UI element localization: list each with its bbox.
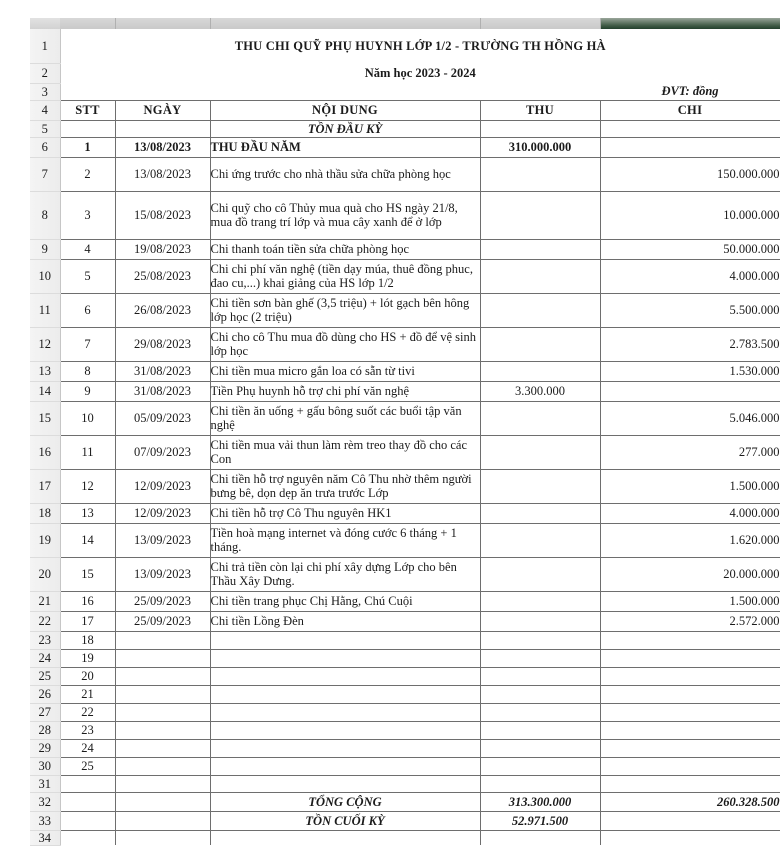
row-header[interactable]: 21 [30, 591, 60, 611]
cell-thu[interactable] [480, 327, 600, 361]
total-stt[interactable] [60, 792, 115, 811]
cell-stt[interactable]: 21 [60, 685, 115, 703]
cell-chi[interactable] [600, 381, 780, 401]
cell-stt[interactable]: 24 [60, 739, 115, 757]
table-row[interactable] [30, 157, 780, 191]
cell-thu[interactable] [480, 157, 600, 191]
closing-chi[interactable] [600, 811, 780, 830]
closing-label: TỒN CUỐI KỲ [210, 811, 480, 830]
row-header[interactable]: 13 [30, 361, 60, 381]
cell-stt[interactable]: 7 [60, 327, 115, 361]
cell-ngay[interactable]: 25/08/2023 [115, 259, 210, 293]
table-row[interactable] [30, 327, 780, 361]
row-header[interactable]: 2 [30, 63, 60, 83]
header-noidung: NỘI DUNG [210, 100, 480, 120]
row-header[interactable]: 18 [30, 503, 60, 523]
cell-thu[interactable] [480, 591, 600, 611]
header-stt: STT [60, 100, 115, 120]
cell-stt[interactable]: 13 [60, 503, 115, 523]
row-header[interactable]: 19 [30, 523, 60, 557]
cell-stt[interactable]: 20 [60, 667, 115, 685]
cell-chi[interactable]: 1.530.000 [600, 361, 780, 381]
row-header[interactable]: 24 [30, 649, 60, 667]
row-header[interactable]: 20 [30, 557, 60, 591]
cell-stt[interactable]: 17 [60, 611, 115, 631]
row-header[interactable]: 22 [30, 611, 60, 631]
cell-chi[interactable] [600, 685, 780, 703]
cell-stt[interactable]: 19 [60, 649, 115, 667]
cell-thu[interactable] [480, 191, 600, 239]
table-row[interactable] [30, 703, 780, 721]
row-header[interactable]: 31 [30, 775, 60, 792]
cell-thu[interactable] [480, 239, 600, 259]
cell-thu[interactable] [480, 401, 600, 435]
cell-ngay[interactable] [115, 631, 210, 649]
table-row[interactable] [30, 401, 780, 435]
cell-chi[interactable] [600, 649, 780, 667]
unit-note: ĐVT: đồng [600, 83, 780, 100]
cell-noidung[interactable]: Tiền hoà mạng internet và đóng cước 6 tháng + 1 tháng. [210, 523, 480, 557]
table-row[interactable] [30, 667, 780, 685]
row-header[interactable]: 6 [30, 137, 60, 157]
partial-thu[interactable] [480, 830, 600, 845]
table-row[interactable] [30, 631, 780, 649]
table-row[interactable] [30, 739, 780, 757]
cell-ngay[interactable] [115, 757, 210, 775]
column-header-thu[interactable] [481, 18, 601, 29]
opening-chi[interactable] [600, 120, 780, 137]
cell-stt[interactable]: 1 [60, 137, 115, 157]
row-header[interactable]: 29 [30, 739, 60, 757]
table-header-row [30, 100, 780, 120]
total-label: TỔNG CỘNG [210, 792, 480, 811]
cell-thu[interactable] [480, 757, 600, 775]
table-row[interactable] [30, 259, 780, 293]
cell-noidung[interactable]: Chi cho cô Thu mua đồ dùng cho HS + đồ để vệ sinh lớp học [210, 327, 480, 361]
row-header[interactable]: 4 [30, 100, 60, 120]
cell-noidung[interactable]: Chi tiền Lồng Đèn [210, 611, 480, 631]
cell-noidung[interactable] [210, 667, 480, 685]
cell-noidung[interactable] [210, 649, 480, 667]
cell-ngay[interactable]: 31/08/2023 [115, 381, 210, 401]
cell-ngay[interactable]: 12/09/2023 [115, 469, 210, 503]
row-header[interactable]: 8 [30, 191, 60, 239]
cell-noidung[interactable] [210, 721, 480, 739]
table-row[interactable] [30, 721, 780, 739]
cell-thu[interactable] [480, 631, 600, 649]
cell-ngay[interactable] [115, 649, 210, 667]
spacer-thu[interactable] [480, 775, 600, 792]
row-header[interactable]: 26 [30, 685, 60, 703]
cell-stt[interactable]: 6 [60, 293, 115, 327]
cell-chi[interactable] [600, 631, 780, 649]
cell-noidung[interactable] [210, 685, 480, 703]
cell-chi[interactable]: 1.620.000 [600, 523, 780, 557]
partial-noidung[interactable] [210, 830, 480, 845]
row-header[interactable]: 33 [30, 811, 60, 830]
cell-thu[interactable] [480, 469, 600, 503]
cell-ngay[interactable]: 29/08/2023 [115, 327, 210, 361]
cell-ngay[interactable] [115, 667, 210, 685]
cell-ngay[interactable] [115, 703, 210, 721]
table-row[interactable] [30, 293, 780, 327]
cell-noidung[interactable]: Tiền Phụ huynh hỗ trợ chi phí văn nghệ [210, 381, 480, 401]
cell-noidung[interactable]: Chi tiền trang phục Chị Hằng, Chú Cuội [210, 591, 480, 611]
row-header[interactable]: 25 [30, 667, 60, 685]
table-row[interactable] [30, 523, 780, 557]
cell-noidung[interactable]: Chi tiền mua micro gắn loa có sẵn từ tivi [210, 361, 480, 381]
title-row [30, 29, 780, 63]
cell-ngay[interactable]: 13/08/2023 [115, 137, 210, 157]
cell-stt[interactable]: 9 [60, 381, 115, 401]
column-header-ngay[interactable] [116, 18, 211, 29]
grand-total-row [30, 792, 780, 811]
cell-ngay[interactable]: 05/09/2023 [115, 401, 210, 435]
total-thu: 313.300.000 [480, 792, 600, 811]
opening-ngay[interactable] [115, 120, 210, 137]
cell-thu[interactable] [480, 649, 600, 667]
cell-thu[interactable] [480, 435, 600, 469]
row-header[interactable]: 1 [30, 29, 60, 63]
column-header-chi[interactable] [601, 18, 780, 29]
header-ngay: NGÀY [115, 100, 210, 120]
table-row[interactable] [30, 361, 780, 381]
cell-ngay[interactable]: 19/08/2023 [115, 239, 210, 259]
cell-ngay[interactable]: 31/08/2023 [115, 361, 210, 381]
cell-chi[interactable]: 277.000 [600, 435, 780, 469]
cell-chi[interactable] [600, 739, 780, 757]
cell-ngay[interactable]: 12/09/2023 [115, 503, 210, 523]
cell-chi[interactable]: 20.000.000 [600, 557, 780, 591]
cell-chi[interactable]: 150.000.000 [600, 157, 780, 191]
spacer-left [60, 83, 600, 100]
cell-thu[interactable] [480, 685, 600, 703]
cell-thu[interactable] [480, 361, 600, 381]
row-header[interactable]: 27 [30, 703, 60, 721]
column-header-noidung[interactable] [211, 18, 481, 29]
subtitle-row [30, 63, 780, 83]
cell-thu[interactable] [480, 667, 600, 685]
cell-noidung[interactable]: Chi tiền mua vải thun làm rèm treo thay đồ cho các Con [210, 435, 480, 469]
table-row[interactable] [30, 469, 780, 503]
row-header[interactable]: 30 [30, 757, 60, 775]
cell-noidung[interactable]: Chi trả tiền còn lại chi phí xây dựng Lớp cho bên Thầu Xây Dưng. [210, 557, 480, 591]
cell-noidung[interactable]: Chi tiền hỗ trợ nguyên năm Cô Thu nhờ thêm người bưng bê, dọn dẹp ăn trưa trước Lớp [210, 469, 480, 503]
total-chi: 260.328.500 [600, 792, 780, 811]
cell-thu[interactable] [480, 259, 600, 293]
spacer-chi[interactable] [600, 775, 780, 792]
table-row[interactable] [30, 685, 780, 703]
row-header[interactable]: 10 [30, 259, 60, 293]
cell-chi[interactable] [600, 667, 780, 685]
row-header[interactable]: 17 [30, 469, 60, 503]
opening-stt[interactable] [60, 120, 115, 137]
header-thu: THU [480, 100, 600, 120]
spacer-ngay[interactable] [115, 775, 210, 792]
table-row[interactable] [30, 649, 780, 667]
cell-ngay[interactable] [115, 739, 210, 757]
table-row[interactable] [30, 435, 780, 469]
total-ngay[interactable] [115, 792, 210, 811]
cell-noidung[interactable]: Chi tiền sơn bàn ghế (3,5 triệu) + lót gạch bên hông lớp học (2 triệu) [210, 293, 480, 327]
cell-chi[interactable]: 4.000.000 [600, 259, 780, 293]
cell-ngay[interactable]: 13/09/2023 [115, 523, 210, 557]
cell-chi[interactable]: 4.000.000 [600, 503, 780, 523]
column-header-stt[interactable] [60, 18, 116, 29]
cell-noidung[interactable] [210, 703, 480, 721]
table-row[interactable] [30, 137, 780, 157]
cell-chi[interactable]: 5.046.000 [600, 401, 780, 435]
cell-noidung[interactable]: Chi thanh toán tiền sửa chữa phòng học [210, 239, 480, 259]
cell-ngay[interactable]: 26/08/2023 [115, 293, 210, 327]
cell-chi[interactable]: 1.500.000 [600, 591, 780, 611]
closing-stt[interactable] [60, 811, 115, 830]
partial-row [30, 830, 780, 845]
cell-chi[interactable]: 10.000.000 [600, 191, 780, 239]
cell-noidung[interactable] [210, 631, 480, 649]
cell-ngay[interactable]: 13/08/2023 [115, 157, 210, 191]
cell-stt[interactable]: 10 [60, 401, 115, 435]
table-row[interactable] [30, 191, 780, 239]
table-row[interactable] [30, 591, 780, 611]
closing-balance-row [30, 811, 780, 830]
cell-stt[interactable]: 12 [60, 469, 115, 503]
cell-chi[interactable] [600, 703, 780, 721]
partial-stt[interactable] [60, 830, 115, 845]
partial-chi[interactable] [600, 830, 780, 845]
cell-ngay[interactable]: 25/09/2023 [115, 591, 210, 611]
row-header[interactable]: 11 [30, 293, 60, 327]
cell-noidung[interactable]: Chi tiền ăn uống + gấu bông suốt các buổi tập văn nghệ [210, 401, 480, 435]
cell-ngay[interactable]: 25/09/2023 [115, 611, 210, 631]
cell-thu[interactable] [480, 611, 600, 631]
row-header[interactable]: 5 [30, 120, 60, 137]
cell-chi[interactable]: 50.000.000 [600, 239, 780, 259]
cell-ngay[interactable] [115, 721, 210, 739]
cell-ngay[interactable]: 07/09/2023 [115, 435, 210, 469]
cell-thu[interactable] [480, 557, 600, 591]
row-header[interactable]: 28 [30, 721, 60, 739]
spacer-row [30, 775, 780, 792]
cell-chi[interactable]: 2.572.000 [600, 611, 780, 631]
cell-chi[interactable]: 2.783.500 [600, 327, 780, 361]
table-row[interactable] [30, 557, 780, 591]
opening-thu[interactable] [480, 120, 600, 137]
header-chi: CHI [600, 100, 780, 120]
cell-stt[interactable]: 11 [60, 435, 115, 469]
row-header[interactable]: 9 [30, 239, 60, 259]
cell-ngay[interactable]: 15/08/2023 [115, 191, 210, 239]
cell-noidung[interactable]: Chi quỹ cho cô Thủy mua quà cho HS ngày 21/8, mua đồ trang trí lớp và mua cây xanh để ở lớp [210, 191, 480, 239]
school-year: Năm học 2023 - 2024 [60, 63, 780, 83]
cell-thu[interactable] [480, 721, 600, 739]
table-row[interactable] [30, 503, 780, 523]
cell-thu[interactable] [480, 523, 600, 557]
ledger-grid [30, 29, 780, 846]
cell-stt[interactable]: 4 [60, 239, 115, 259]
spacer-stt[interactable] [60, 775, 115, 792]
cell-chi[interactable] [600, 757, 780, 775]
row-header[interactable]: 12 [30, 327, 60, 361]
cell-noidung[interactable]: Chi ứng trước cho nhà thầu sửa chữa phòng học [210, 157, 480, 191]
table-row[interactable] [30, 611, 780, 631]
row-header[interactable]: 34 [30, 830, 60, 845]
unit-note-row [30, 83, 780, 100]
row-header[interactable]: 16 [30, 435, 60, 469]
table-row[interactable] [30, 381, 780, 401]
cell-thu[interactable] [480, 703, 600, 721]
closing-thu: 52.971.500 [480, 811, 600, 830]
cell-noidung[interactable]: Chi tiền hỗ trợ Cô Thu nguyên HK1 [210, 503, 480, 523]
cell-stt[interactable]: 14 [60, 523, 115, 557]
cell-stt[interactable]: 18 [60, 631, 115, 649]
row-header[interactable]: 3 [30, 83, 60, 100]
table-row[interactable] [30, 757, 780, 775]
cell-noidung[interactable]: Chi chi phí văn nghệ (tiền dạy múa, thuê đồng phuc, đao cu,...) khai giảng của HS lớp 1/2 [210, 259, 480, 293]
row-header[interactable]: 15 [30, 401, 60, 435]
opening-balance-row [30, 120, 780, 137]
row-header[interactable]: 23 [30, 631, 60, 649]
cell-stt[interactable]: 22 [60, 703, 115, 721]
partial-ngay[interactable] [115, 830, 210, 845]
cell-stt[interactable]: 2 [60, 157, 115, 191]
cell-noidung[interactable] [210, 739, 480, 757]
cell-ngay[interactable] [115, 685, 210, 703]
cell-thu[interactable]: 310.000.000 [480, 137, 600, 157]
cell-chi[interactable]: 1.500.000 [600, 469, 780, 503]
cell-stt[interactable]: 15 [60, 557, 115, 591]
cell-stt[interactable]: 3 [60, 191, 115, 239]
spacer-noidung[interactable] [210, 775, 480, 792]
cell-noidung[interactable]: THU ĐẦU NĂM [210, 137, 480, 157]
opening-label: TỒN ĐẦU KỲ [210, 120, 480, 137]
cell-thu[interactable]: 3.300.000 [480, 381, 600, 401]
closing-ngay[interactable] [115, 811, 210, 830]
cell-noidung[interactable] [210, 757, 480, 775]
cell-thu[interactable] [480, 293, 600, 327]
cell-stt[interactable]: 8 [60, 361, 115, 381]
cell-chi[interactable] [600, 721, 780, 739]
cell-thu[interactable] [480, 739, 600, 757]
cell-chi[interactable]: 5.500.000 [600, 293, 780, 327]
row-header[interactable]: 14 [30, 381, 60, 401]
page-title: THU CHI QUỸ PHỤ HUYNH LỚP 1/2 - TRƯỜNG TH HỒNG HÀ [60, 29, 780, 63]
cell-stt[interactable]: 23 [60, 721, 115, 739]
cell-ngay[interactable]: 13/09/2023 [115, 557, 210, 591]
cell-stt[interactable]: 16 [60, 591, 115, 611]
cell-thu[interactable] [480, 503, 600, 523]
table-row[interactable] [30, 239, 780, 259]
cell-chi[interactable] [600, 137, 780, 157]
cell-stt[interactable]: 25 [60, 757, 115, 775]
cell-stt[interactable]: 5 [60, 259, 115, 293]
row-header[interactable]: 7 [30, 157, 60, 191]
row-header[interactable]: 32 [30, 792, 60, 811]
